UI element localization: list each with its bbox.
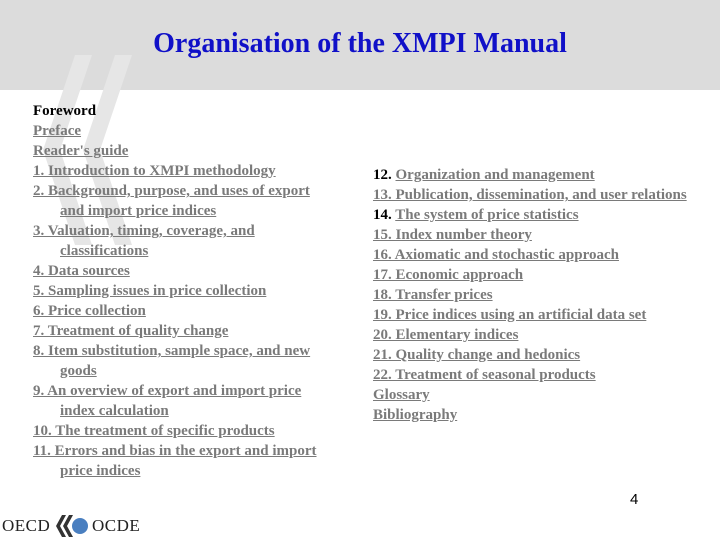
toc-right-column <box>373 165 688 425</box>
toc-link[interactable] <box>33 221 333 261</box>
toc-link-text[interactable]: Reader's guide <box>33 143 129 159</box>
toc-left-column <box>33 101 333 481</box>
oecd-logo <box>0 510 140 540</box>
toc-link[interactable] <box>33 441 333 481</box>
toc-link[interactable] <box>373 385 688 405</box>
toc-chapter-number: 14. <box>373 207 396 223</box>
toc-heading: Foreword <box>33 103 97 119</box>
toc-link-text[interactable]: 2. Background, purpose, and uses of export and import price indices <box>33 183 310 219</box>
logo-text-right: OCDE <box>92 516 141 535</box>
toc-link-text[interactable]: 20. Elementary indices <box>373 327 519 343</box>
toc-link-text[interactable]: 3. Valuation, timing, coverage, and classifications <box>33 223 255 259</box>
toc-link[interactable] <box>373 165 688 185</box>
toc-link[interactable] <box>33 141 333 161</box>
toc-link[interactable] <box>33 181 333 221</box>
toc-link-text[interactable]: 6. Price collection <box>33 303 146 319</box>
toc-link-text[interactable]: 4. Data sources <box>33 263 130 279</box>
toc-link-text[interactable]: 17. Economic approach <box>373 267 524 283</box>
toc-link[interactable] <box>373 225 688 245</box>
toc-link-text[interactable]: 16. Axiomatic and stochastic approach <box>373 247 619 263</box>
toc-chapter-number: 12. <box>373 167 396 183</box>
toc-link-text[interactable]: 22. Treatment of seasonal products <box>373 367 596 383</box>
toc-link-text[interactable]: Preface <box>33 123 82 139</box>
toc-link[interactable] <box>373 405 688 425</box>
toc-link-text[interactable]: 5. Sampling issues in price collection <box>33 283 267 299</box>
toc-link[interactable] <box>373 325 688 345</box>
toc-link[interactable] <box>373 245 688 265</box>
toc-link[interactable] <box>373 205 688 225</box>
toc-link-text[interactable]: 21. Quality change and hedonics <box>373 347 581 363</box>
toc-link[interactable] <box>33 161 333 181</box>
toc-link[interactable] <box>33 421 333 441</box>
toc-link[interactable] <box>373 345 688 365</box>
toc-link-text[interactable]: 1. Introduction to XMPI methodology <box>33 163 276 179</box>
toc-link-text[interactable]: 7. Treatment of quality change <box>33 323 229 339</box>
toc-link-text[interactable]: 10. The treatment of specific products <box>33 423 275 439</box>
toc-link-text[interactable]: The system of price statistics <box>395 207 579 223</box>
toc-link-text[interactable]: Glossary <box>373 387 430 403</box>
toc-link-text[interactable]: 11. Errors and bias in the export and import price indices <box>33 443 317 479</box>
toc-link[interactable] <box>33 121 333 141</box>
toc-link[interactable] <box>33 321 333 341</box>
toc-link[interactable] <box>33 261 333 281</box>
toc-link[interactable] <box>373 365 688 385</box>
toc-link[interactable] <box>373 185 688 205</box>
toc-link-text[interactable]: 8. Item substitution, sample space, and new goods <box>33 343 311 379</box>
toc-link[interactable] <box>33 381 333 421</box>
toc-link[interactable] <box>33 341 333 381</box>
toc-link[interactable] <box>373 305 688 325</box>
toc-link-text[interactable]: 19. Price indices using an artificial data set <box>373 307 647 323</box>
toc-link[interactable] <box>373 285 688 305</box>
toc-link-text[interactable]: 13. Publication, dissemination, and user relations <box>373 187 687 203</box>
toc-link-text[interactable]: 18. Transfer prices <box>373 287 493 303</box>
toc-link-text[interactable]: 9. An overview of export and import price index calculation <box>33 383 302 419</box>
page-title: Organisation of the XMPI Manual <box>153 28 567 59</box>
toc-link-text[interactable]: 15. Index number theory <box>373 227 532 243</box>
toc-link-text[interactable]: Bibliography <box>373 407 458 423</box>
toc-link[interactable] <box>33 281 333 301</box>
page-number: 4 <box>630 491 639 508</box>
oecd-emblem-icon <box>54 513 88 539</box>
toc-link[interactable] <box>33 301 333 321</box>
toc-link-text[interactable]: Organization and management <box>395 167 595 183</box>
toc-link[interactable] <box>373 265 688 285</box>
logo-text-left: OECD <box>2 516 51 535</box>
